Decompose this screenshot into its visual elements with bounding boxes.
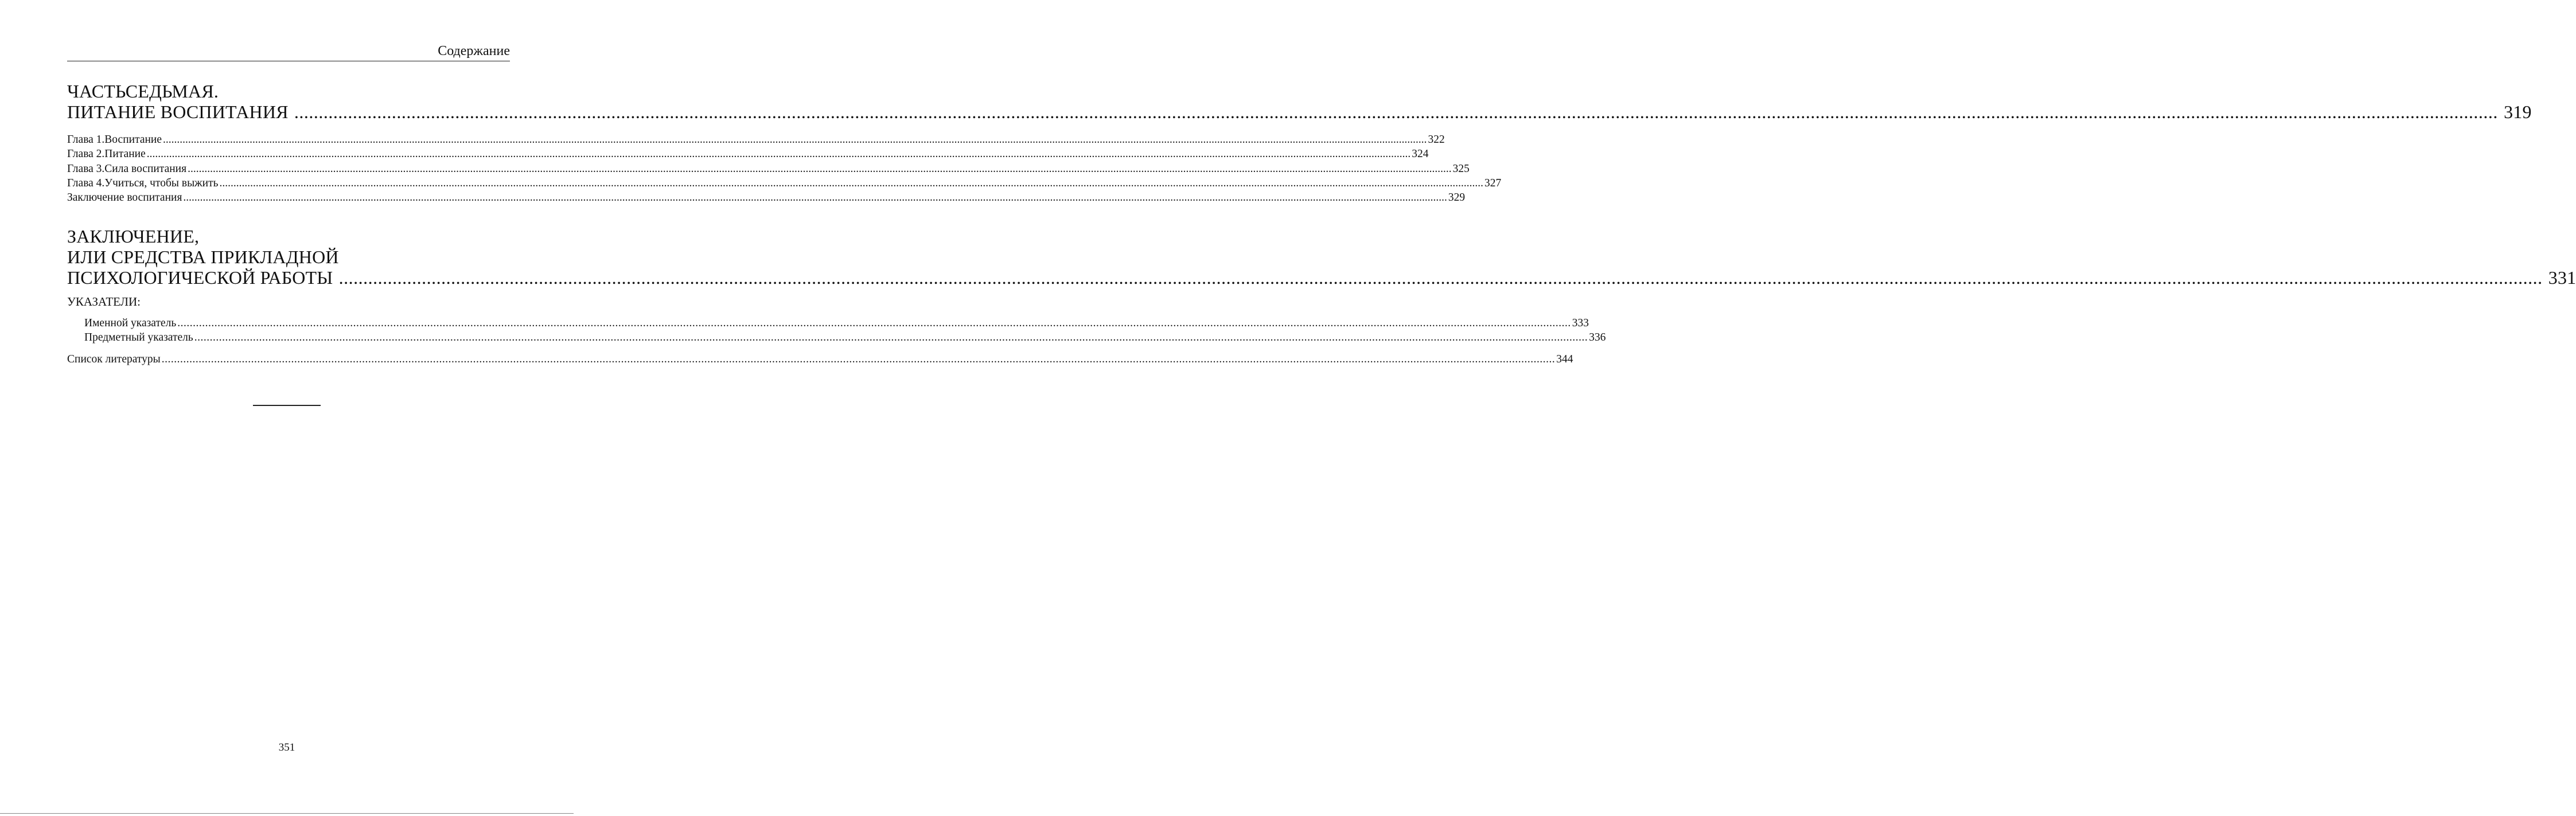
conclusion-title-text: ПСИХОЛОГИЧЕСКОЙ РАБОТЫ <box>67 267 333 288</box>
toc-entry <box>84 330 1606 345</box>
toc-entry-page: 333 <box>1572 317 1589 329</box>
dot-leader <box>162 352 1556 366</box>
part-seven-title <box>67 81 2532 122</box>
running-head: Содержание <box>438 44 510 58</box>
toc-entry <box>67 190 1466 205</box>
indexes-label: УКАЗАТЕЛИ: <box>67 295 141 309</box>
dot-leader <box>183 190 1447 205</box>
toc-entry-title: Глава 2.Питание <box>67 148 146 161</box>
toc-entry-title: Глава 3.Сила воспитания <box>67 162 187 175</box>
conclusion-title-line1: ЗАКЛЮЧЕНИЕ, <box>67 226 200 247</box>
toc-entry-title: Предметный указатель <box>84 331 193 343</box>
toc-entry-page: 336 <box>1589 331 1606 343</box>
dot-leader <box>194 330 1588 345</box>
end-rule <box>253 405 321 406</box>
toc-entry <box>67 176 1502 190</box>
part-seven-chapter-list <box>67 132 1502 205</box>
toc-entry <box>67 132 1445 147</box>
conclusion-title <box>67 226 2576 288</box>
conclusion-page: 331 <box>2548 267 2576 288</box>
toc-entry <box>67 352 1573 366</box>
dot-leader <box>339 267 2543 288</box>
part-seven-title-text: ПИТАНИЕ ВОСПИТАНИЯ <box>67 101 289 122</box>
dot-leader <box>163 132 1427 147</box>
toc-entry-title: Именной указатель <box>84 317 177 329</box>
toc-entry-page: 329 <box>1448 192 1466 204</box>
part-seven-title-line2 <box>67 101 2532 122</box>
toc-entry-title: Глава 4.Учиться, чтобы выжить <box>67 177 219 189</box>
dot-leader <box>294 101 2498 122</box>
toc-entry-page: 322 <box>1428 134 1445 146</box>
dot-leader <box>220 176 1484 190</box>
toc-entry <box>67 162 1470 176</box>
toc-entry-title: Заключение воспитания <box>67 192 182 204</box>
literature-list <box>67 352 1573 366</box>
toc-entry-page: 324 <box>1412 148 1429 161</box>
toc-entry <box>67 147 1429 161</box>
indexes-list <box>84 316 1606 345</box>
toc-entry-page: 327 <box>1484 177 1502 189</box>
toc-entry-title: Список литературы <box>67 353 161 365</box>
dot-leader <box>177 316 1571 330</box>
page-number: 351 <box>278 741 295 753</box>
conclusion-title-line3 <box>67 267 2576 288</box>
dot-leader <box>188 162 1452 176</box>
toc-entry-title: Глава 1.Воспитание <box>67 134 162 146</box>
page-edge-line <box>0 813 574 814</box>
toc-entry-page: 344 <box>1556 353 1573 365</box>
toc-entry-page: 325 <box>1452 162 1470 175</box>
toc-entry <box>84 316 1589 330</box>
conclusion-title-line2: ИЛИ СРЕДСТВА ПРИКЛАДНОЙ <box>67 247 339 267</box>
part-seven-page: 319 <box>2504 101 2532 122</box>
dot-leader <box>147 147 1411 161</box>
part-seven-title-line1: ЧАСТЬСЕДЬМАЯ. <box>67 81 219 101</box>
